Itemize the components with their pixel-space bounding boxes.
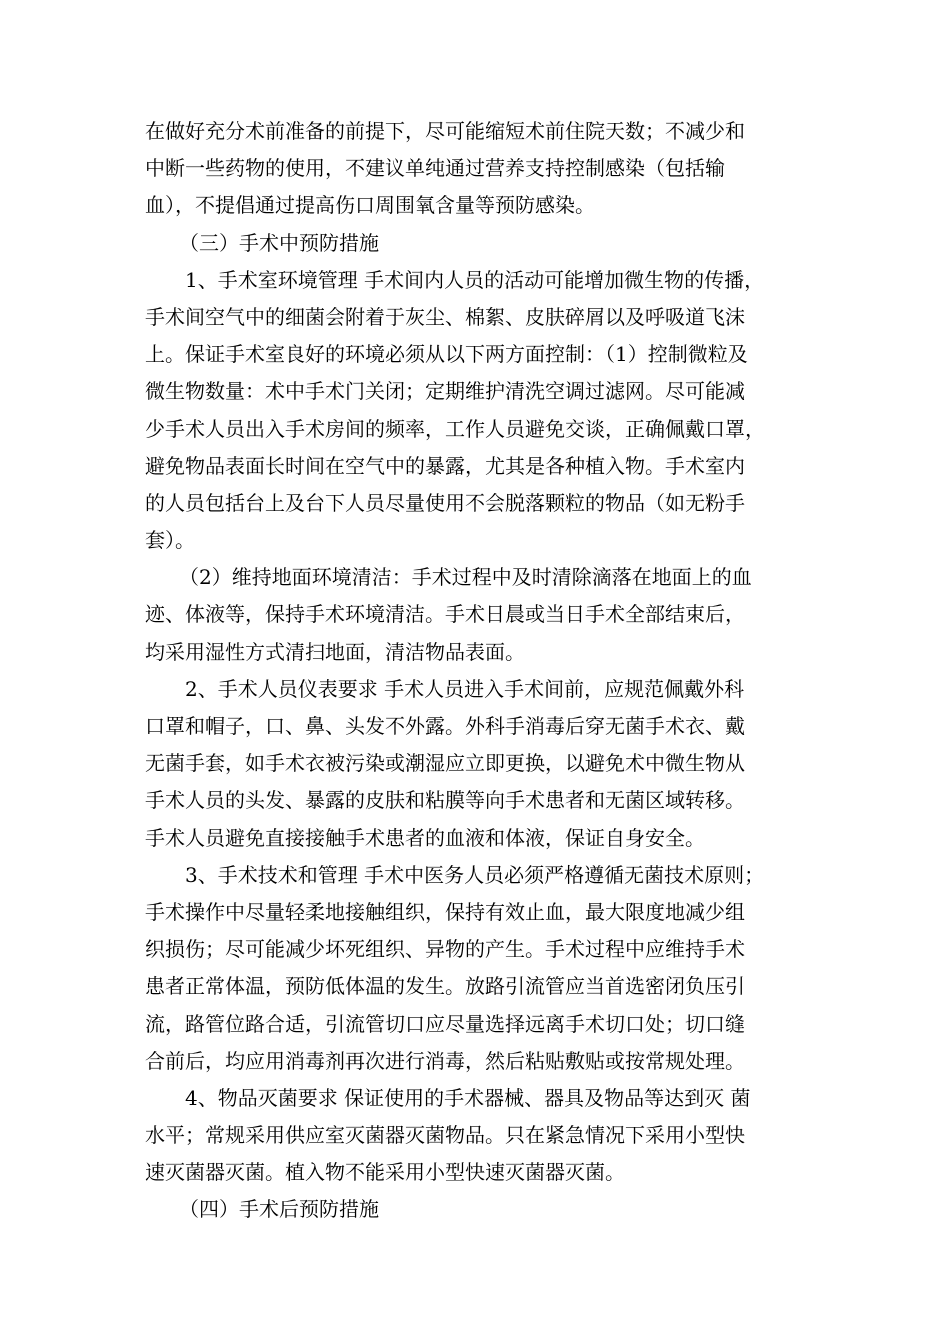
paragraph-line: 的人员包括台上及台下人员尽量使用不会脱落颗粒的物品（如无粉手 xyxy=(145,490,745,515)
paragraph-line: 速灭菌器灭菌。植入物不能采用小型快速灭菌器灭菌。 xyxy=(145,1160,625,1185)
paragraph-line: 少手术人员出入手术房间的频率，工作人员避免交谈，正确佩戴口罩， xyxy=(145,416,765,441)
paragraph-line: 手术人员的头发、暴露的皮肤和粘膜等向手术患者和无菌区域转移。 xyxy=(145,788,745,813)
paragraph-line: 无菌手套，如手术衣被污染或潮湿应立即更换，以避免术中微生物从 xyxy=(145,751,745,776)
paragraph-line: 手术人员避免直接接触手术患者的血液和体液，保证自身安全。 xyxy=(145,825,705,850)
paragraph-line: 避免物品表面长时间在空气中的暴露，尤其是各种植入物。手术室内 xyxy=(145,453,745,478)
paragraph-line: 中断一些药物的使用，不建议单纯通过营养支持控制感染（包括输 xyxy=(145,156,725,181)
paragraph-line: 上。保证手术室良好的环境必须从以下两方面控制：（1）控制微粒及 xyxy=(145,342,748,367)
paragraph-line: 3、手术技术和管理 手术中医务人员必须严格遵循无菌技术原则； xyxy=(185,862,765,887)
paragraph-line: 流，路管位路合适，引流管切口应尽量选择远离手术切口处；切口缝 xyxy=(145,1011,745,1036)
paragraph-line: 4、物品灭菌要求 保证使用的手术器械、器具及物品等达到灭 菌 xyxy=(185,1085,751,1110)
paragraph-line: 水平；常规采用供应室灭菌器灭菌物品。只在紧急情况下采用小型快 xyxy=(145,1123,745,1148)
paragraph-line: 合前后，均应用消毒剂再次进行消毒，然后粘贴敷贴或按常规处理。 xyxy=(145,1048,745,1073)
document-body xyxy=(145,113,825,1229)
section-heading-line: （三）手术中预防措施 xyxy=(179,230,379,255)
paragraph-line: 在做好充分术前准备的前提下，尽可能缩短术前住院天数；不减少和 xyxy=(145,119,745,143)
paragraph-line: 手术间空气中的细菌会附着于灰尘、棉絮、皮肤碎屑以及呼吸道飞沫 xyxy=(145,304,745,329)
section-heading-line: （四）手术后预防措施 xyxy=(179,1197,379,1222)
paragraph-line: 迹、体液等，保持手术环境清洁。手术日晨或当日手术全部结束后， xyxy=(145,602,745,627)
paragraph-line: 患者正常体温，预防低体温的发生。放路引流管应当首选密闭负压引 xyxy=(145,974,745,999)
paragraph-line: 织损伤；尽可能减少坏死组织、异物的产生。手术过程中应维持手术 xyxy=(145,937,745,962)
paragraph-line: 微生物数量：术中手术门关闭；定期维护清洗空调过滤网。尽可能减 xyxy=(145,379,745,404)
paragraph-line: 手术操作中尽量轻柔地接触组织，保持有效止血，最大限度地减少组 xyxy=(145,899,745,924)
paragraph-line: 均采用湿性方式清扫地面，清洁物品表面。 xyxy=(145,639,525,664)
paragraph-line: 2、手术人员仪表要求 手术人员进入手术间前，应规范佩戴外科 xyxy=(185,676,745,701)
paragraph-line: 口罩和帽子，口、鼻、头发不外露。外科手消毒后穿无菌手术衣、戴 xyxy=(145,714,745,738)
section-heading-line: （2）维持地面环境清洁：手术过程中及时清除滴落在地面上的血 xyxy=(179,565,752,590)
paragraph-line: 套）。 xyxy=(145,528,195,553)
paragraph-line: 1、手术室环境管理 手术间内人员的活动可能增加微生物的传播， xyxy=(185,267,765,292)
paragraph-line: 血），不提倡通过提高伤口周围氧含量等预防感染。 xyxy=(145,193,595,218)
